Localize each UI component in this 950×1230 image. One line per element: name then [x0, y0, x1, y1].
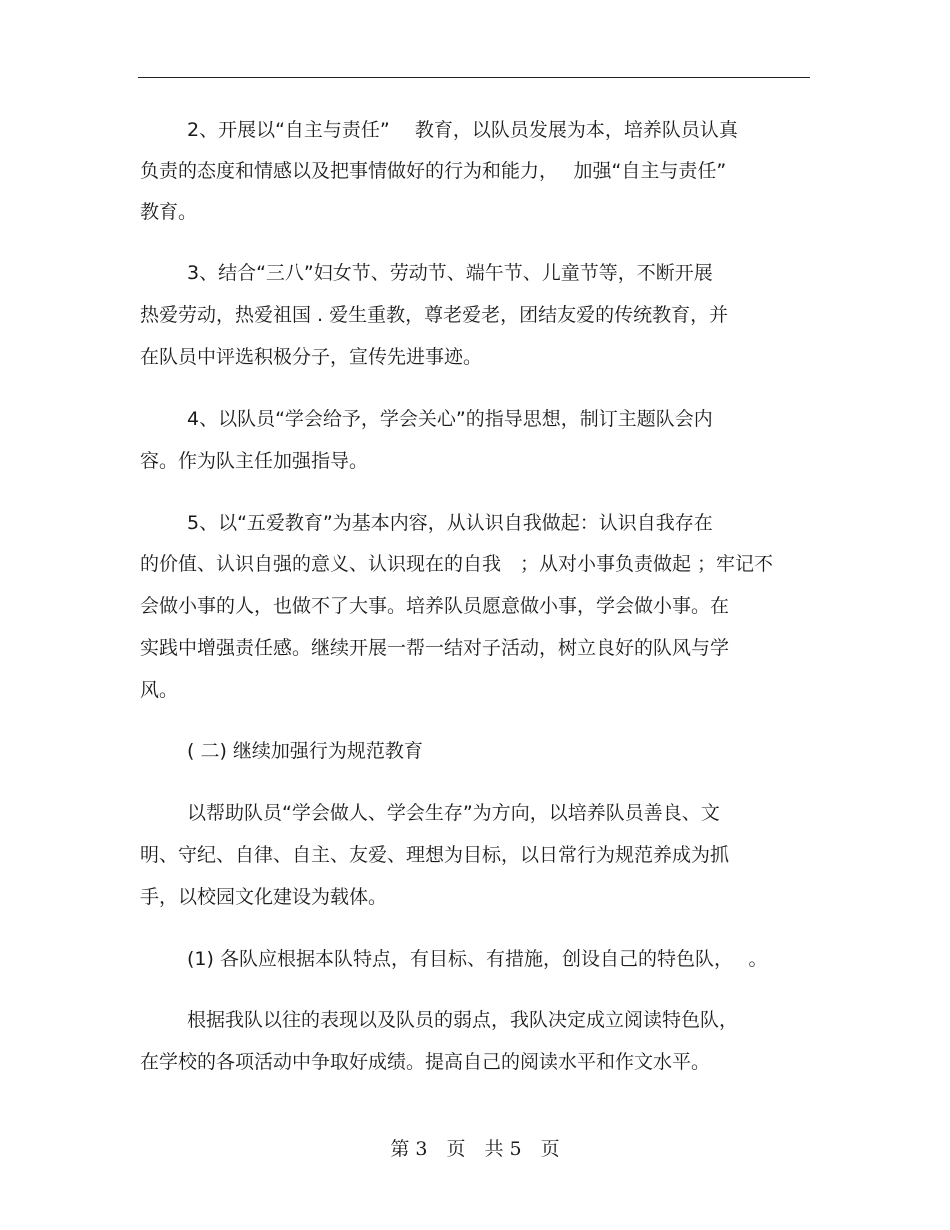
text-line: (1) 各队应根据本队特点，有目标、有措施，创设自己的特色队， 。	[187, 948, 768, 970]
text-line: 在学校的各项活动中争取好成绩。提高自己的阅读水平和作文水平。	[140, 1051, 711, 1073]
header-rule	[138, 77, 810, 78]
text-line: 手，以校园文化建设为载体。	[140, 886, 388, 908]
text-line: 4、以队员“学会给予，学会关心”的指导思想，制订主题队会内	[187, 408, 713, 430]
section-heading: ( 二) 继续加强行为规范教育	[187, 740, 423, 762]
text-line: 容。作为队主任加强指导。	[140, 450, 369, 472]
text-line: 实践中增强责任感。继续开展一帮一结对子活动，树立良好的队风与学	[140, 637, 730, 659]
text-line: 以帮助队员“学会做人、学会生存”为方向，以培养队员善良、文	[187, 802, 720, 824]
text-line: 3、结合“三八”妇女节、劳动节、端午节、儿童节等，不断开展	[187, 262, 713, 284]
text-line: 根据我队以往的表现以及队员的弱点，我队决定成立阅读特色队，	[187, 1009, 739, 1031]
text-line: 在队员中评选积极分子，宣传先进事迹。	[140, 346, 483, 368]
text-line: 风。	[140, 679, 179, 701]
text-line: 会做小事的人，也做不了大事。培养队员愿意做小事，学会做小事。在	[140, 595, 730, 617]
text-line: 负责的态度和情感以及把事情做好的行为和能力， 加强“自主与责任”	[140, 160, 727, 182]
text-line: 明、守纪、自律、自主、友爱、理想为目标，以日常行为规范养成为抓	[140, 844, 730, 866]
text-line: 2、开展以“自主与责任” 教育，以队员发展为本，培养队员认真	[187, 119, 738, 141]
text-line: 热爱劳动，热爱祖国 . 爱生重教，尊老爱老，团结友爱的传统教育，并	[140, 304, 729, 326]
page-footer: 第 3 页 共 5 页	[390, 1138, 560, 1160]
text-line: 5、以“五爱教育”为基本内容，从认识自我做起：认识自我存在	[187, 512, 713, 534]
text-line: 教育。	[140, 201, 198, 223]
text-line: 的价值、认识自强的意义、认识现在的自我 ；从对小事负责做起 ；牢记不	[140, 553, 774, 575]
